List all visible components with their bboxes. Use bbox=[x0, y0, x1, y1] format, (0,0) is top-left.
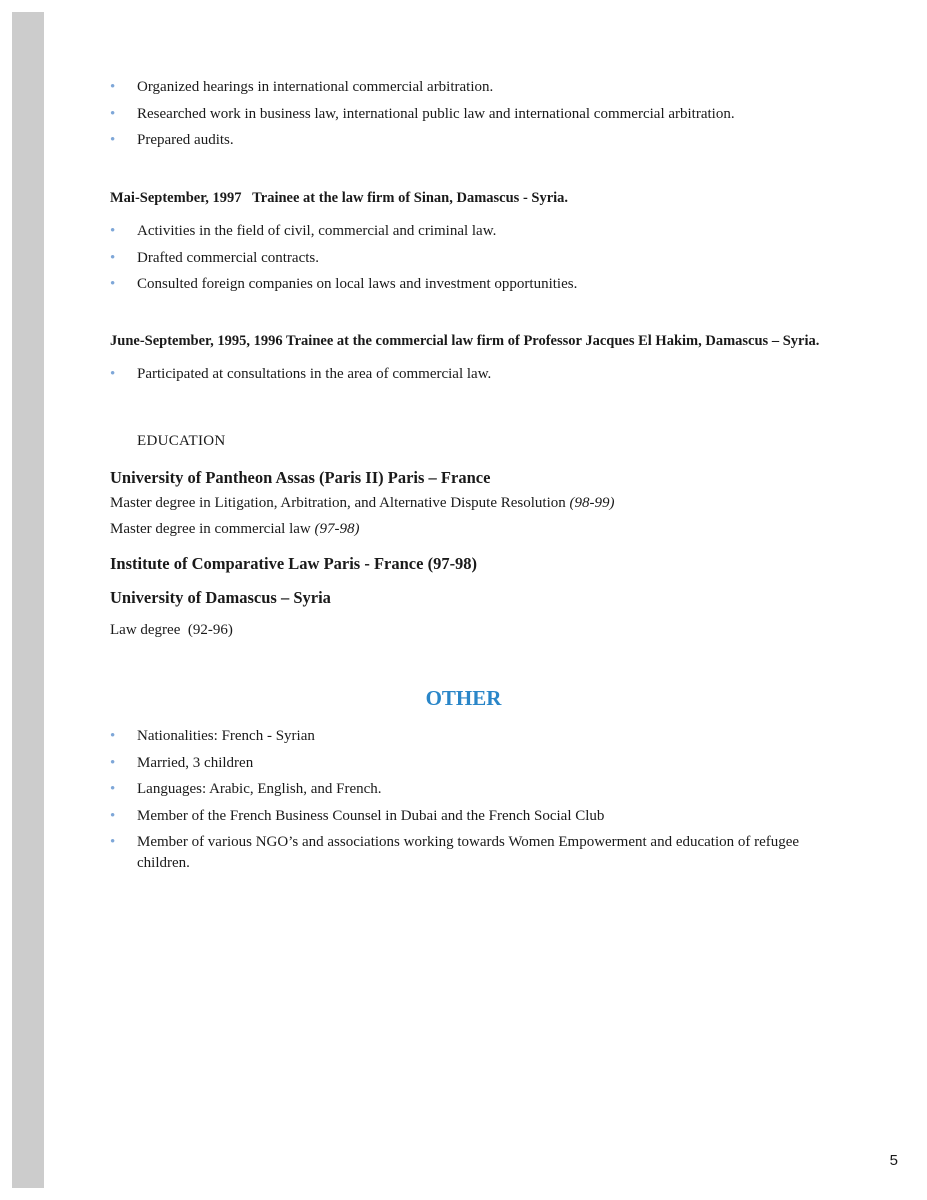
list-item: • Languages: Arabic, English, and French. bbox=[110, 779, 840, 800]
bullet-icon: • bbox=[110, 132, 116, 148]
job-hakim-section bbox=[110, 331, 855, 391]
list-item: • Married, 3 children bbox=[110, 753, 840, 774]
bullet-icon: • bbox=[110, 366, 116, 382]
experience-top-list bbox=[110, 77, 870, 151]
bullet-icon: • bbox=[110, 276, 116, 292]
bullet-icon: • bbox=[110, 754, 116, 771]
list-item: • Participated at consultations in the area of commercial law. bbox=[110, 364, 855, 385]
job-sinan-list bbox=[110, 221, 870, 295]
bullet-icon: • bbox=[110, 728, 116, 744]
other-section bbox=[110, 726, 840, 880]
experience-top-section bbox=[110, 77, 870, 157]
degree-line: Master degree in Litigation, Arbitration, and Alternative Dispute Resolution (98-99) bbox=[110, 495, 615, 511]
bullet-icon: • bbox=[110, 807, 116, 824]
list-item: • Nationalities: French - Syrian bbox=[110, 726, 840, 747]
page-side-bar bbox=[12, 12, 44, 1188]
list-item: • Prepared audits. bbox=[110, 130, 870, 151]
education-section bbox=[110, 468, 870, 641]
list-item: • Drafted commercial contracts. bbox=[110, 248, 870, 269]
bullet-icon: • bbox=[110, 105, 116, 122]
school-name: University of Pantheon Assas (Paris II) Paris – France bbox=[110, 468, 491, 487]
education-label: EDUCATION bbox=[137, 433, 226, 449]
degree-line: Law degree (92-96) bbox=[110, 622, 233, 638]
list-item: • Organized hearings in international commercial arbitration. bbox=[110, 77, 870, 98]
list-item: • Researched work in business law, international public law and international commercial arbitration. bbox=[110, 104, 870, 125]
page-number: 5 bbox=[889, 1152, 898, 1169]
list-item: • Member of the French Business Counsel in Dubai and the French Social Club bbox=[110, 806, 840, 827]
bullet-icon: • bbox=[110, 834, 116, 850]
list-item: • Member of various NGO’s and associations working towards Women Empowerment and education of refugee children. bbox=[110, 834, 800, 871]
list-item: • Consulted foreign companies on local laws and investment opportunities. bbox=[110, 274, 870, 295]
bullet-icon: • bbox=[110, 781, 116, 797]
list-item: • Activities in the field of civil, commercial and criminal law. bbox=[110, 221, 870, 242]
other-section-title: OTHER bbox=[425, 686, 502, 710]
school-name: Institute of Comparative Law Paris - France (97-98) bbox=[110, 554, 478, 573]
school-name: University of Damascus – Syria bbox=[110, 588, 331, 607]
job-hakim-list bbox=[110, 364, 855, 385]
job-heading: June-September, 1995, 1996 Trainee at the commercial law firm of Professor Jacques El Hakim, Damascus – Syria. bbox=[110, 333, 820, 349]
other-list bbox=[110, 726, 840, 874]
degree-line: Master degree in commercial law (97-98) bbox=[110, 521, 360, 537]
job-sinan-section bbox=[110, 188, 870, 301]
bullet-icon: • bbox=[110, 223, 116, 239]
bullet-icon: • bbox=[110, 249, 116, 266]
job-heading: Mai-September, 1997 Trainee at the law firm of Sinan, Damascus - Syria. bbox=[110, 190, 569, 206]
bullet-icon: • bbox=[110, 79, 116, 95]
